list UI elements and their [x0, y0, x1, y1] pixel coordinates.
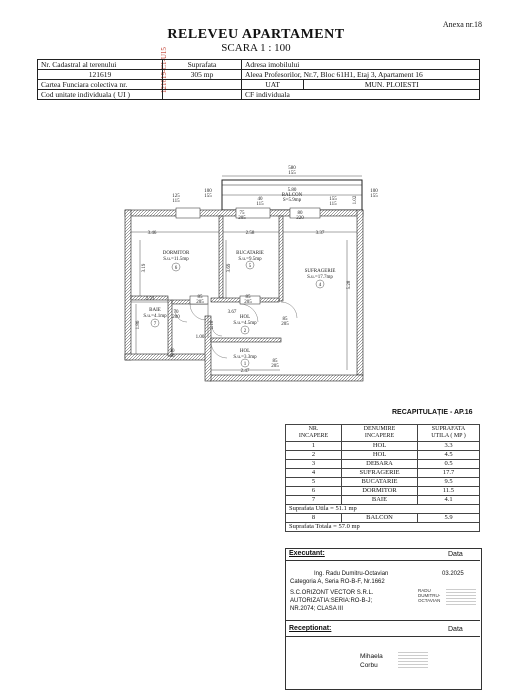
divider — [285, 560, 480, 561]
digital-signature-stamp — [446, 587, 476, 605]
svg-text:155: 155 — [370, 194, 378, 199]
svg-text:S=5.9mp: S=5.9mp — [282, 198, 302, 203]
executant-line-2: Categoria A, Seria RO-B-F, Nr.1662 — [290, 579, 385, 585]
svg-text:5.80: 5.80 — [287, 188, 297, 193]
executant-date-label: Data — [448, 551, 463, 558]
executant-line-1: Ing. Radu Dumitru-Octavian — [314, 571, 389, 577]
receptionat-date-label: Data — [448, 626, 463, 633]
digital-signature-name: RADU DUMITRU- OCTAVIAN — [418, 588, 441, 603]
total-surface: Suprafata Totala = 57.0 mp — [286, 523, 480, 532]
svg-text:2.23: 2.23 — [145, 297, 155, 302]
table-row: 1 HOL 3.3 — [286, 442, 480, 451]
room-name-hol1: HOL — [239, 349, 251, 354]
uat-value: MUN. PLOIESTI — [304, 80, 480, 90]
svg-text:2.58: 2.58 — [245, 231, 255, 236]
svg-text:3.46: 3.46 — [147, 231, 157, 236]
room-num-hol1: 1 — [243, 362, 247, 367]
svg-text:85: 85 — [197, 295, 203, 300]
svg-text:155: 155 — [288, 171, 296, 176]
recap-table — [285, 424, 480, 532]
svg-text:155: 155 — [204, 194, 212, 199]
room-num-dormitor: 6 — [174, 266, 178, 271]
svg-text:BALCON: BALCON — [281, 193, 303, 198]
room-name-dormitor: DORMITOR — [162, 251, 190, 256]
svg-text:85: 85 — [245, 295, 251, 300]
address-value: Aleea Profesorilor, Nr.7, Bloc 61H1, Etaj 3, Apartament 16 — [242, 70, 480, 80]
svg-text:580: 580 — [288, 166, 296, 171]
table-row: 2 HOL 4.5 — [286, 451, 480, 460]
svg-text:85: 85 — [282, 317, 288, 322]
svg-text:205: 205 — [238, 216, 246, 221]
svg-text:2.47: 2.47 — [240, 369, 250, 374]
recap-header-name: DENUMIRE INCAPERE — [342, 425, 418, 442]
executant-line-3: S.C.ORIZONT VECTOR S.R.L. — [290, 590, 374, 596]
svg-text:115: 115 — [256, 202, 264, 207]
room-num-bucatarie: 5 — [248, 264, 252, 269]
svg-text:40: 40 — [257, 197, 263, 202]
room-num-baie: 7 — [153, 322, 157, 327]
cadastral-value: 121619 — [38, 70, 163, 80]
svg-text:205: 205 — [271, 364, 279, 369]
cf-collective-label: Cartea Funciara colectiva nr. — [38, 80, 163, 90]
annex-label: Anexa nr.18 — [442, 20, 482, 29]
svg-text:1.86: 1.86 — [136, 320, 141, 330]
room-area-bucatarie: S.u.=9.5mp — [238, 257, 262, 262]
executant-line-5: NR.2074; CLASA III — [290, 606, 344, 612]
uat-label: UAT — [242, 80, 304, 90]
executant-label: Executant: — [289, 550, 325, 557]
receptionat-signature-stamp — [398, 650, 428, 668]
room-area-hol2: S.u.=4.5mp — [233, 321, 257, 326]
svg-text:40: 40 — [169, 349, 175, 354]
svg-text:3.67: 3.67 — [227, 310, 237, 315]
svg-text:3.19: 3.19 — [142, 263, 147, 273]
svg-text:70: 70 — [173, 310, 179, 315]
table-row: 6 DORMITOR 11.5 — [286, 487, 480, 496]
room-name-baie: BAIE — [149, 308, 161, 313]
surface-value: 305 mp — [163, 70, 242, 80]
room-name-sufragerie: SUFRAGERIE — [304, 269, 336, 274]
table-row: 5 BUCATARIE 9.5 — [286, 478, 480, 487]
svg-text:205: 205 — [244, 300, 252, 305]
svg-text:5.28: 5.28 — [347, 280, 352, 290]
surface-label: Suprafata — [163, 60, 242, 70]
floor-plan — [0, 158, 512, 398]
util-total: Suprafata Utila = 51.1 mp — [286, 505, 480, 514]
info-table — [37, 59, 480, 100]
svg-text:115: 115 — [172, 199, 180, 204]
svg-text:115: 115 — [329, 202, 337, 207]
room-area-baie: S.u.=4.1mp — [143, 314, 167, 319]
room-num-hol2: 2 — [243, 329, 247, 334]
svg-text:205: 205 — [281, 322, 289, 327]
table-row: 7 BAIE 4.1 — [286, 496, 480, 505]
svg-text:75: 75 — [239, 211, 245, 216]
svg-text:80: 80 — [297, 211, 303, 216]
signature-frame — [285, 548, 482, 690]
svg-text:3.69: 3.69 — [227, 263, 232, 273]
cadastral-label: Nr. Cadastral al terenului — [38, 60, 163, 70]
room-area-sufragerie: S.u.=17.7mp — [307, 275, 333, 280]
svg-text:100: 100 — [370, 189, 378, 194]
svg-text:85: 85 — [272, 359, 278, 364]
room-name-bucatarie: BUCATARIE — [236, 251, 264, 256]
svg-text:1.18: 1.18 — [210, 320, 215, 330]
recap-title: RECAPITULAȚIE - AP.16 — [392, 409, 473, 416]
room-area-dormitor: S.u.=11.5mp — [163, 257, 189, 262]
svg-text:1.02: 1.02 — [353, 195, 358, 205]
svg-text:3.37: 3.37 — [315, 231, 325, 236]
svg-text:60: 60 — [169, 354, 175, 359]
svg-text:220: 220 — [296, 216, 304, 221]
receptionat-label: Receptionat: — [289, 625, 332, 632]
cf-individual-label: CF individuala — [242, 90, 480, 100]
room-name-hol2: HOL — [239, 315, 251, 320]
svg-text:200: 200 — [172, 315, 180, 320]
svg-text:155: 155 — [329, 197, 337, 202]
recap-header-area: SUPRAFATA UTILA ( MP ) — [418, 425, 480, 442]
address-label: Adresa imobilului — [242, 60, 480, 70]
svg-text:125: 125 — [172, 194, 180, 199]
vertical-code: 121619-C1-U15 — [160, 47, 168, 93]
executant-line-4: AUTORIZATIA:SERIA:RO-B-J; — [290, 598, 373, 604]
page-title: RELEVEU APARTAMENT — [167, 27, 345, 42]
divider — [285, 636, 480, 637]
recap-header-nr: NR. INCAPERE — [286, 425, 342, 442]
room-area-hol1: S.u.=3.3mp — [233, 355, 257, 360]
table-row: 4 SUFRAGERIE 17.7 — [286, 469, 480, 478]
table-row: 3 DEBARA 0.5 — [286, 460, 480, 469]
svg-text:205: 205 — [196, 300, 204, 305]
scale-label: SCARA 1 : 100 — [221, 42, 291, 54]
svg-text:100: 100 — [204, 189, 212, 194]
executant-date: 03.2025 — [442, 571, 464, 577]
room-num-sufragerie: 4 — [318, 283, 322, 288]
receptionat-name: Mihaela Corbu — [360, 653, 383, 669]
table-row: 8 BALCON 5.9 — [286, 514, 480, 523]
svg-text:1.00: 1.00 — [195, 335, 205, 340]
divider — [285, 620, 480, 621]
unit-code-label: Cod unitate individuala ( UI ) — [38, 90, 163, 100]
